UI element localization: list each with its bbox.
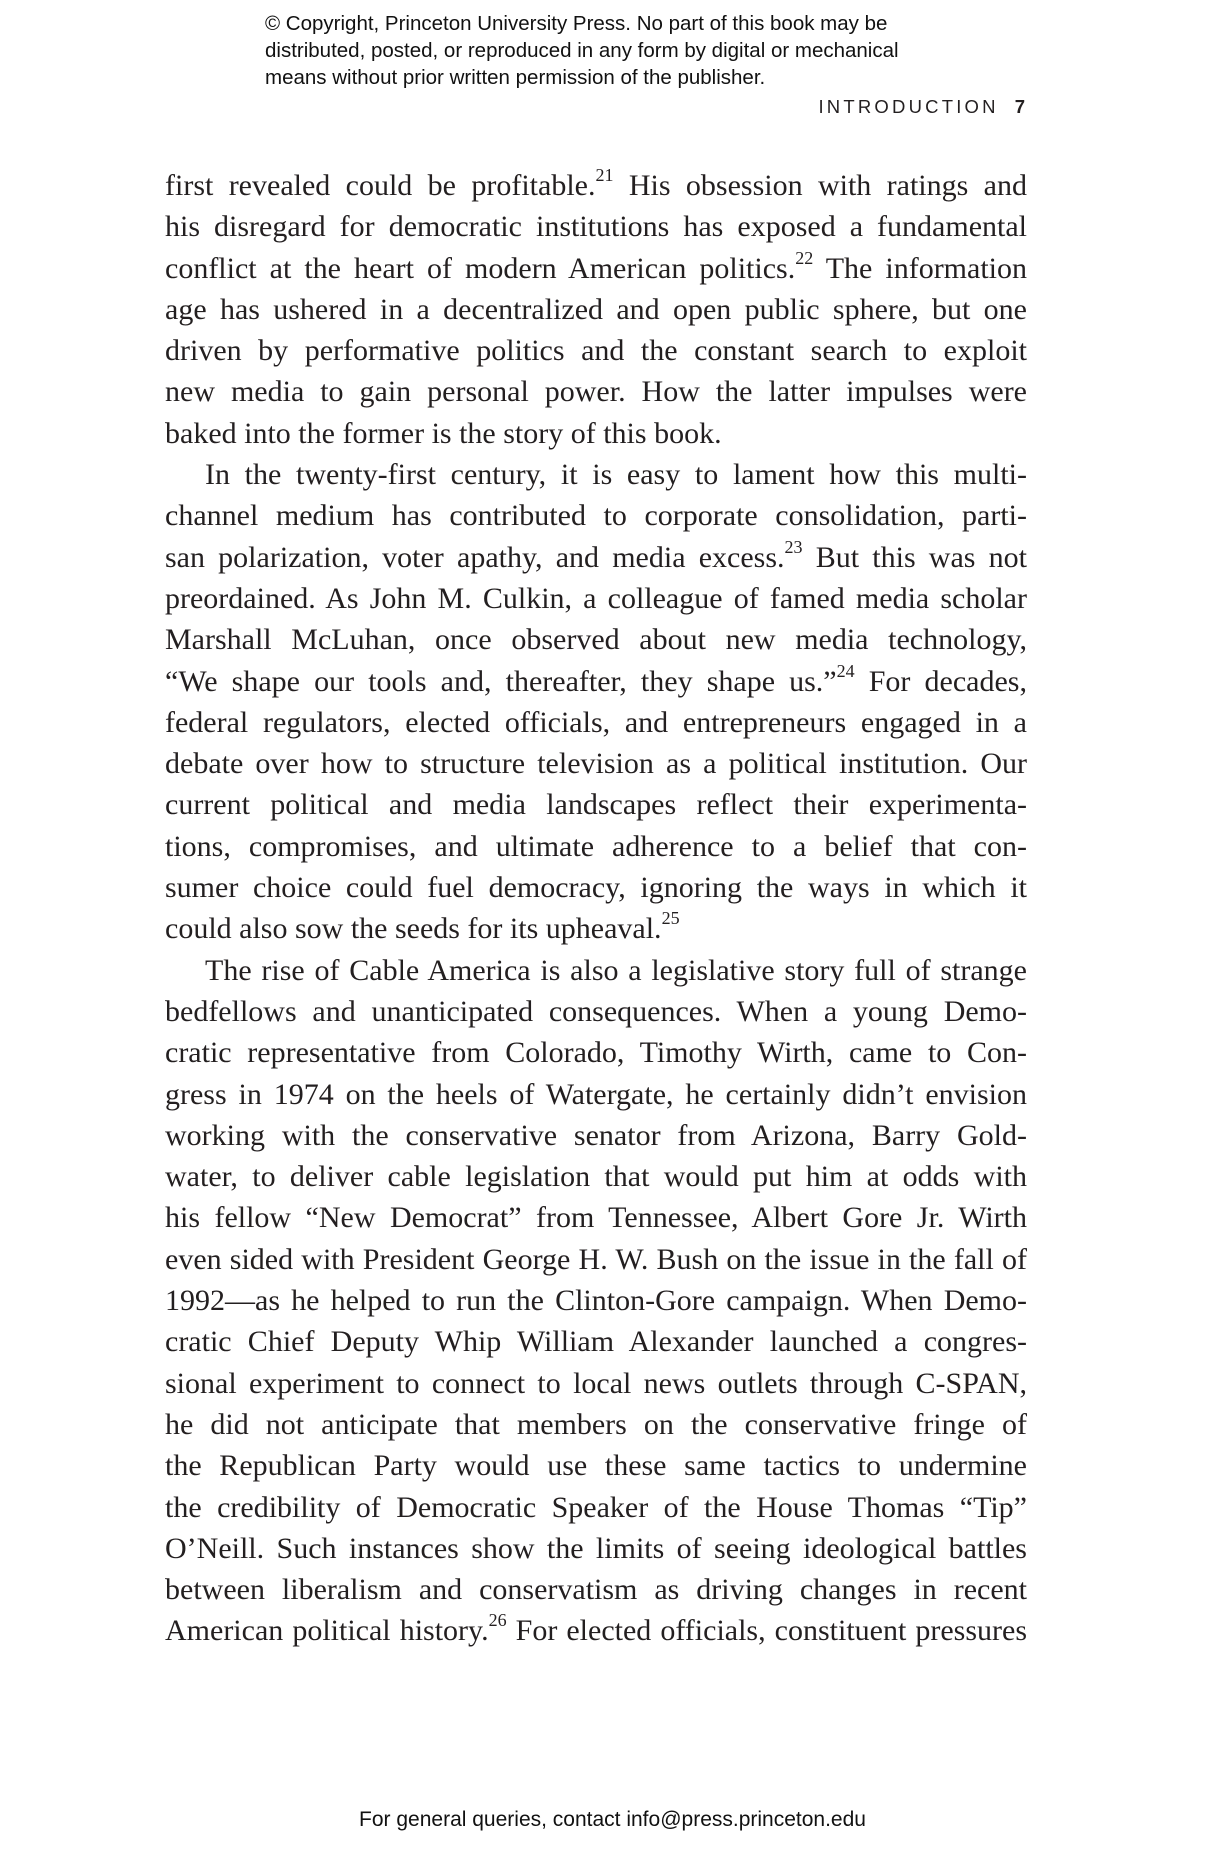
footnote-ref[interactable]: 21 <box>595 165 614 185</box>
text-line: water, to deliver cable legislation that would put him at odds with <box>165 1160 1027 1194</box>
text-line: even sided with President George H. W. Bush on the issue in the fall of <box>165 1242 1027 1276</box>
text-line: age has ushered in a decentralized and open public sphere, but one <box>165 292 1027 326</box>
page-number: 7 <box>1014 96 1025 117</box>
text-line: current political and media landscapes reflect their experimenta- <box>165 788 1027 822</box>
text-segment: For decades, <box>854 664 1027 698</box>
copyright-line: distributed, posted, or reproduced in any form by digital or mechanical <box>265 39 899 62</box>
text-line: debate over how to structure television as a political institution. Our <box>165 747 1027 781</box>
text-line: cratic Chief Deputy Whip William Alexander launched a congres- <box>165 1325 1027 1359</box>
text-line <box>165 248 1027 289</box>
text-segment: For elected officials, constituent pressures <box>506 1614 1027 1648</box>
text-line <box>165 661 1027 702</box>
text-line: the Republican Party would use these same tactics to undermine <box>165 1449 1027 1483</box>
text-line: baked into the former is the story of this book. <box>165 416 722 450</box>
copyright-notice <box>265 10 985 91</box>
text-segment: The information <box>813 251 1028 285</box>
text-line: In the twenty-first century, it is easy to lament how this multi- <box>205 458 1027 492</box>
text-line: channel medium has contributed to corporate consolidation, parti- <box>165 499 1027 533</box>
text-line: working with the conservative senator from Arizona, Barry Gold- <box>165 1118 1027 1152</box>
text-line: new media to gain personal power. How the latter impulses were <box>165 375 1027 409</box>
text-line <box>165 1610 1027 1651</box>
text-line: the credibility of Democratic Speaker of the House Thomas “Tip” <box>165 1490 1027 1524</box>
text-segment: His obsession with ratings and <box>613 169 1027 202</box>
text-line: tions, compromises, and ultimate adherence to a belief that con- <box>165 829 1027 863</box>
text-line: between liberalism and conservatism as driving changes in recent <box>165 1573 1027 1607</box>
text-line: The rise of Cable America is also a legislative story full of strange <box>205 953 1027 987</box>
paragraph <box>165 165 1027 454</box>
text-line: federal regulators, elected officials, and entrepreneurs engaged in a <box>165 705 1027 739</box>
paragraph <box>165 454 1027 950</box>
paragraph <box>165 950 1027 1652</box>
footnote-ref[interactable]: 24 <box>836 660 855 681</box>
text-line: O’Neill. Such instances show the limits of seeing ideological battles <box>165 1531 1027 1565</box>
footnote-ref[interactable]: 25 <box>661 908 680 929</box>
footnote-ref[interactable]: 23 <box>784 536 803 557</box>
text-line: he did not anticipate that members on the conservative fringe of <box>165 1407 1027 1441</box>
copyright-line: © Copyright, Princeton University Press. No part of this book may be <box>265 12 888 35</box>
text-line: gress in 1974 on the heels of Watergate, he certainly didn’t envision <box>165 1077 1027 1111</box>
footnote-ref[interactable]: 22 <box>795 247 814 268</box>
copyright-line: means without prior written permission of the publisher. <box>265 66 766 89</box>
text-segment: first revealed could be profitable. <box>165 169 596 202</box>
text-line: Marshall McLuhan, once observed about new media technology, <box>165 623 1027 657</box>
text-line: his disregard for democratic institutions has exposed a fundamental <box>165 210 1027 244</box>
text-segment: American political history. <box>165 1614 489 1648</box>
footer-contact: For general queries, contact info@press.princeton.edu <box>359 1808 866 1831</box>
text-segment: san polarization, voter apathy, and media excess. <box>165 540 785 574</box>
running-head <box>818 96 1025 118</box>
text-line <box>165 908 1027 949</box>
text-segment: conflict at the heart of modern American politics. <box>165 251 796 285</box>
text-line <box>165 165 1027 206</box>
text-segment: could also sow the seeds for its upheaval. <box>165 912 662 946</box>
text-line: sional experiment to connect to local news outlets through C-SPAN, <box>165 1366 1027 1400</box>
text-segment: “We shape our tools and, thereafter, they shape us.” <box>165 664 837 698</box>
text-line: sumer choice could fuel democracy, ignoring the ways in which it <box>165 871 1027 905</box>
text-line <box>165 537 1027 578</box>
text-line: driven by performative politics and the constant search to exploit <box>165 334 1027 368</box>
text-line: 1992—as he helped to run the Clinton-Gore campaign. When Demo- <box>165 1284 1027 1318</box>
text-line: preordained. As John M. Culkin, a colleague of famed media scholar <box>165 581 1027 615</box>
text-line: his fellow “New Democrat” from Tennessee, Albert Gore Jr. Wirth <box>165 1201 1027 1235</box>
section-title: INTRODUCTION <box>818 96 999 117</box>
footnote-ref[interactable]: 26 <box>488 1610 507 1631</box>
body-text <box>165 165 1027 1652</box>
text-line: cratic representative from Colorado, Timothy Wirth, came to Con- <box>165 1036 1027 1070</box>
text-segment: But this was not <box>802 540 1027 574</box>
text-line: bedfellows and unanticipated consequences. When a young Demo- <box>165 994 1027 1028</box>
